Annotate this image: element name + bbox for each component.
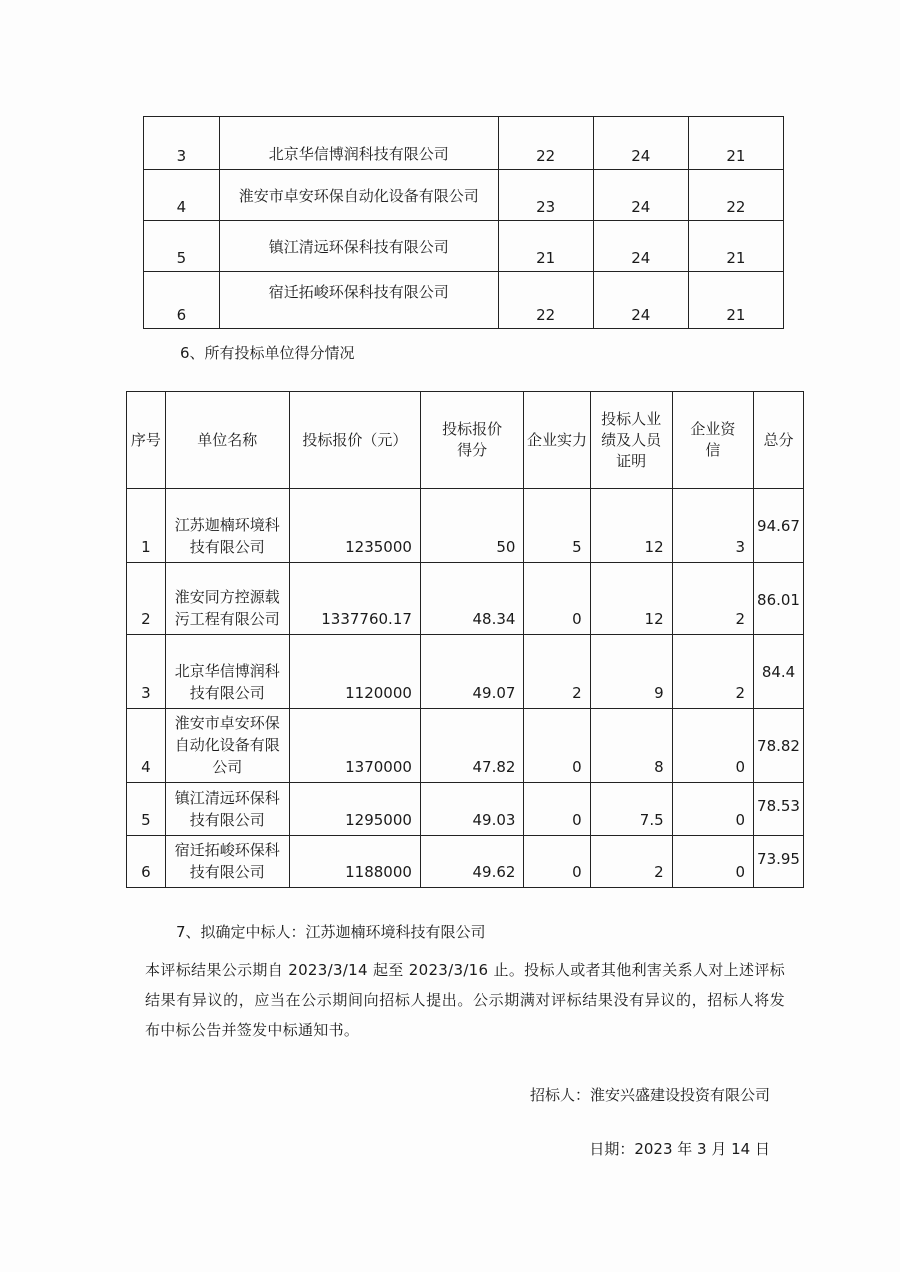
row-index: 1: [127, 489, 166, 563]
row-index: 5: [127, 783, 166, 836]
score-cell: 22: [498, 272, 593, 329]
date-line: 日期：2023 年 3 月 14 日: [589, 1140, 770, 1158]
company-name: 北京华信博润科技有限公司: [219, 117, 498, 170]
header-index: 序号: [127, 392, 166, 489]
header-total: 总分: [754, 392, 804, 489]
notice-text: 本评标结果公示期自 2023/3/14 起至 2023/3/16 止。投标人或者其他利害关系人对上述评标结果有异议的，应当在公示期间向招标人提出。公示期满对评标结果没有异议的，招标人将发布中标公告并签发中标通知书。: [145, 961, 785, 1039]
total-cell: 94.67: [754, 489, 804, 563]
table-row: [127, 709, 804, 783]
score-cell: 23: [498, 170, 593, 221]
total-cell: 78.82: [754, 709, 804, 783]
signer-line: 招标人：淮安兴盛建设投资有限公司: [529, 1086, 770, 1104]
strength-cell: 5: [524, 489, 590, 563]
credit-cell: 2: [672, 563, 753, 635]
price-cell: 1235000: [289, 489, 420, 563]
section-6-heading: 6、所有投标单位得分情况: [180, 344, 355, 362]
header-price: 投标报价（元）: [289, 392, 420, 489]
performance-cell: 12: [590, 489, 672, 563]
price-cell: 1120000: [289, 635, 420, 709]
company-name: 淮安市卓安环保自动化设备有限公司: [219, 170, 498, 221]
performance-cell: 12: [590, 563, 672, 635]
credit-cell: 3: [672, 489, 753, 563]
price-score-cell: 49.62: [420, 836, 524, 888]
company-name: 淮安同方控源载污工程有限公司: [165, 563, 289, 635]
row-index: 4: [127, 709, 166, 783]
row-index: 6: [144, 272, 220, 329]
header-performance: 投标人业绩及人员证明: [590, 392, 672, 489]
price-cell: 1295000: [289, 783, 420, 836]
price-score-cell: 50: [420, 489, 524, 563]
price-cell: 1337760.17: [289, 563, 420, 635]
price-score-cell: 49.03: [420, 783, 524, 836]
previous-score-table: [143, 116, 784, 329]
company-name: 江苏迦楠环境科技有限公司: [165, 489, 289, 563]
header-company: 单位名称: [165, 392, 289, 489]
company-name: 镇江清远环保科技有限公司: [165, 783, 289, 836]
row-index: 2: [127, 563, 166, 635]
score-cell: 21: [688, 272, 783, 329]
performance-cell: 8: [590, 709, 672, 783]
table-row: [144, 117, 784, 170]
strength-cell: 0: [524, 836, 590, 888]
table-row: [144, 272, 784, 329]
performance-cell: 9: [590, 635, 672, 709]
score-cell: 21: [688, 117, 783, 170]
header-price-score: 投标报价得分: [420, 392, 524, 489]
performance-cell: 2: [590, 836, 672, 888]
score-cell: 22: [498, 117, 593, 170]
price-cell: 1188000: [289, 836, 420, 888]
company-name: 北京华信博润科技有限公司: [165, 635, 289, 709]
credit-cell: 0: [672, 836, 753, 888]
row-index: 6: [127, 836, 166, 888]
row-index: 4: [144, 170, 220, 221]
company-name: 淮安市卓安环保自动化设备有限公司: [165, 709, 289, 783]
price-score-cell: 49.07: [420, 635, 524, 709]
strength-cell: 0: [524, 783, 590, 836]
row-index: 3: [127, 635, 166, 709]
performance-cell: 7.5: [590, 783, 672, 836]
company-name: 宿迁拓峻环保科技有限公司: [219, 272, 498, 329]
score-cell: 24: [593, 221, 688, 272]
credit-cell: 0: [672, 783, 753, 836]
notice-paragraph: [145, 955, 785, 1045]
strength-cell: 0: [524, 709, 590, 783]
credit-cell: 2: [672, 635, 753, 709]
strength-cell: 0: [524, 563, 590, 635]
price-score-cell: 48.34: [420, 563, 524, 635]
score-cell: 24: [593, 117, 688, 170]
table-row: [127, 563, 804, 635]
total-cell: 86.01: [754, 563, 804, 635]
strength-cell: 2: [524, 635, 590, 709]
table-row: [144, 221, 784, 272]
company-name: 镇江清远环保科技有限公司: [219, 221, 498, 272]
header-strength: 企业实力: [524, 392, 590, 489]
score-cell: 21: [498, 221, 593, 272]
score-cell: 24: [593, 170, 688, 221]
section-7-heading: 7、拟确定中标人：江苏迦楠环境科技有限公司: [176, 923, 486, 941]
table-header-row: [127, 392, 804, 489]
table-row: [127, 783, 804, 836]
company-name: 宿迁拓峻环保科技有限公司: [165, 836, 289, 888]
table-row: [127, 635, 804, 709]
table-row: [127, 489, 804, 563]
row-index: 5: [144, 221, 220, 272]
price-score-cell: 47.82: [420, 709, 524, 783]
score-cell: 24: [593, 272, 688, 329]
table-row: [144, 170, 784, 221]
bid-score-table: [126, 391, 804, 888]
row-index: 3: [144, 117, 220, 170]
total-cell: 84.4: [754, 635, 804, 709]
total-cell: 78.53: [754, 783, 804, 836]
price-cell: 1370000: [289, 709, 420, 783]
score-cell: 21: [688, 221, 783, 272]
total-cell: 73.95: [754, 836, 804, 888]
header-credit: 企业资信: [672, 392, 753, 489]
score-cell: 22: [688, 170, 783, 221]
table-row: [127, 836, 804, 888]
credit-cell: 0: [672, 709, 753, 783]
